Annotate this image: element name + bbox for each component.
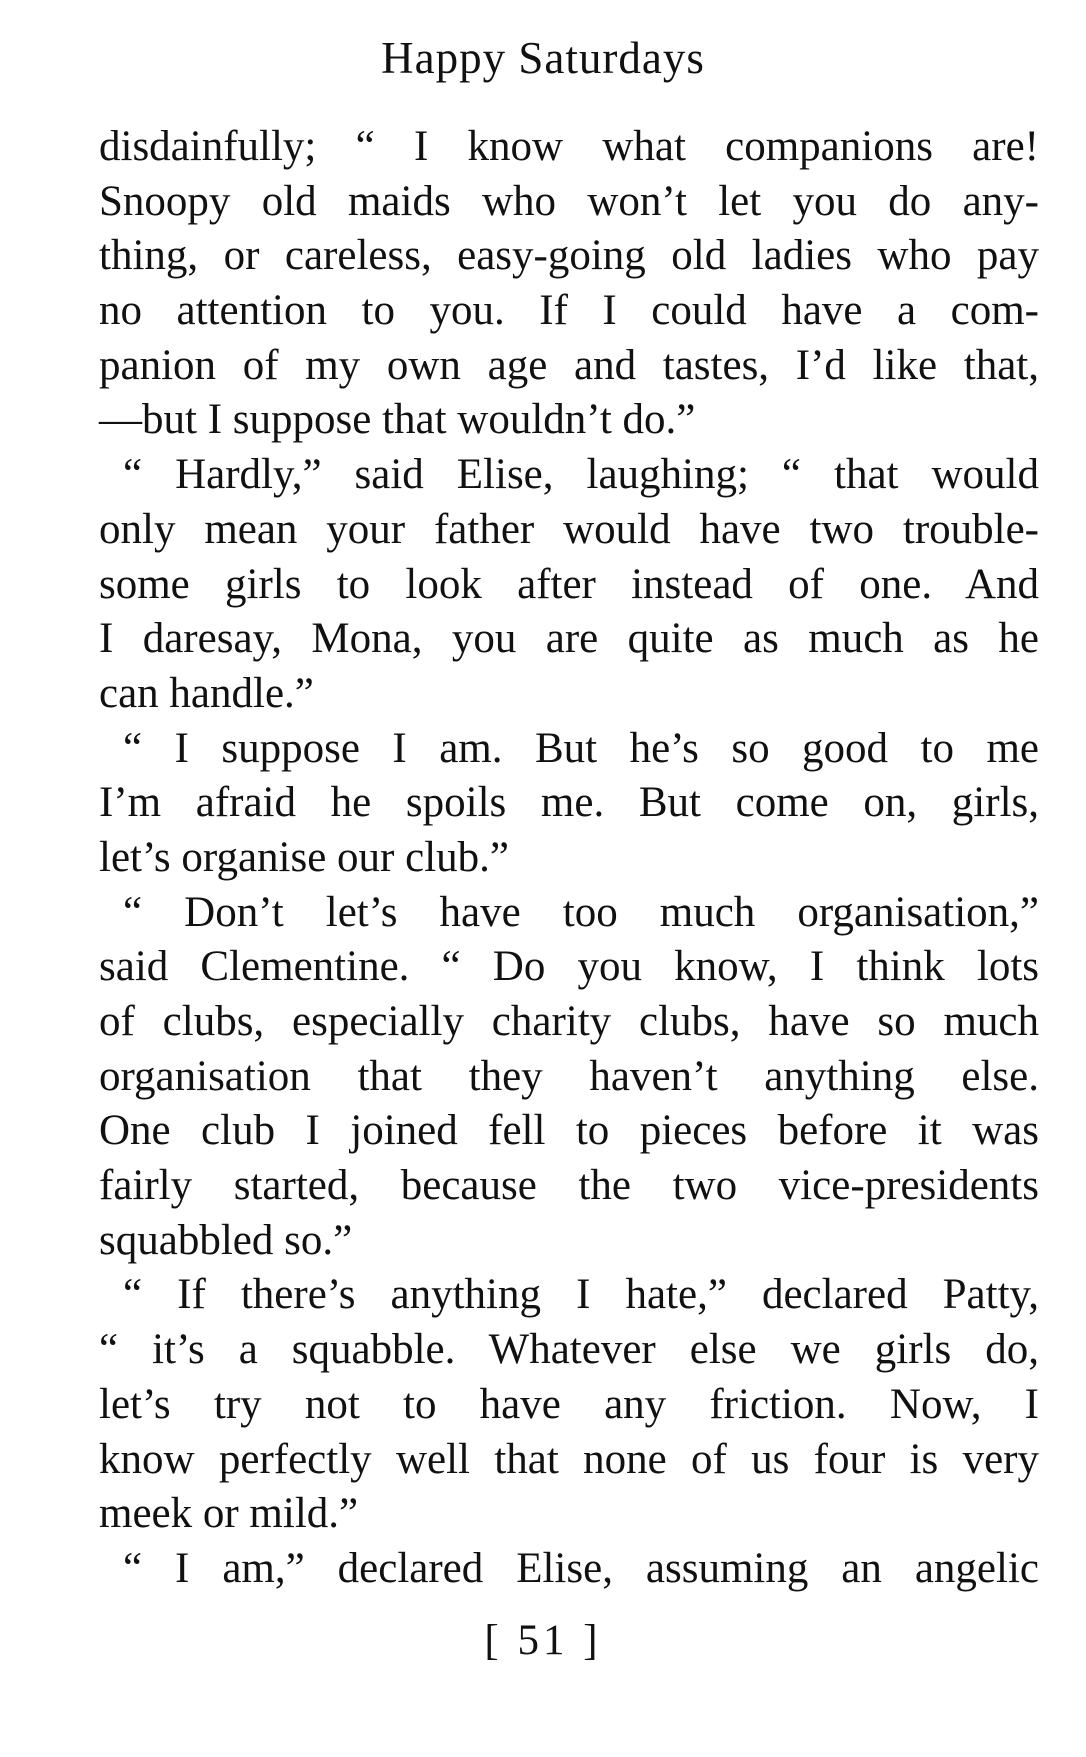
text-line: let’s organise our club.”: [99, 833, 509, 881]
text-line: no attention to you. If I could have a com-: [99, 287, 1039, 335]
text-line: disdainfully; “ I know what companions are!: [99, 123, 1039, 170]
text-line: said Clementine. “ Do you know, I think lots: [99, 943, 1039, 991]
text-line: “ If there’s anything I hate,” declared Patty,: [123, 1271, 1039, 1319]
text-line: can handle.”: [99, 669, 314, 717]
text-line: of clubs, especially charity clubs, have so much: [99, 998, 1039, 1045]
text-line: fairly started, because the two vice-presidents: [99, 1162, 1039, 1210]
running-head: Happy Saturdays: [381, 33, 705, 83]
text-line: “ Don’t let’s have too much organisation,”: [123, 888, 1039, 936]
text-line: only mean your father would have two trouble-: [99, 505, 1039, 553]
text-line: organisation that they haven’t anything else.: [99, 1052, 1039, 1100]
text-line: let’s try not to have any friction. Now, I: [99, 1380, 1039, 1428]
text-line: squabbled so.”: [99, 1216, 353, 1264]
text-line: One club I joined fell to pieces before it was: [99, 1107, 1039, 1155]
text-line: “ Hardly,” said Elise, laughing; “ that would: [123, 451, 1039, 499]
text-line: “ I am,” declared Elise, assuming an angelic: [123, 1544, 1039, 1592]
text-line: panion of my own age and tastes, I’d like that,: [99, 341, 1039, 389]
text-line: Snoopy old maids who won’t let you do any-: [99, 177, 1039, 225]
text-line: I daresay, Mona, you are quite as much as he: [99, 615, 1039, 663]
text-line: some girls to look after instead of one. And: [99, 560, 1039, 608]
text-line: “ I suppose I am. But he’s so good to me: [123, 724, 1039, 772]
text-line: meek or mild.”: [99, 1490, 359, 1538]
body-text: [99, 120, 1039, 1597]
page-number: [ 51 ]: [484, 1617, 602, 1664]
text-line: I’m afraid he spoils me. But come on, girls,: [99, 779, 1039, 827]
text-line: “ it’s a squabble. Whatever else we girls do,: [99, 1326, 1039, 1374]
text-line: —but I suppose that wouldn’t do.”: [99, 396, 696, 444]
text-line: know perfectly well that none of us four is very: [99, 1435, 1039, 1483]
text-line: thing, or careless, easy-going old ladies who pay: [99, 232, 1039, 280]
